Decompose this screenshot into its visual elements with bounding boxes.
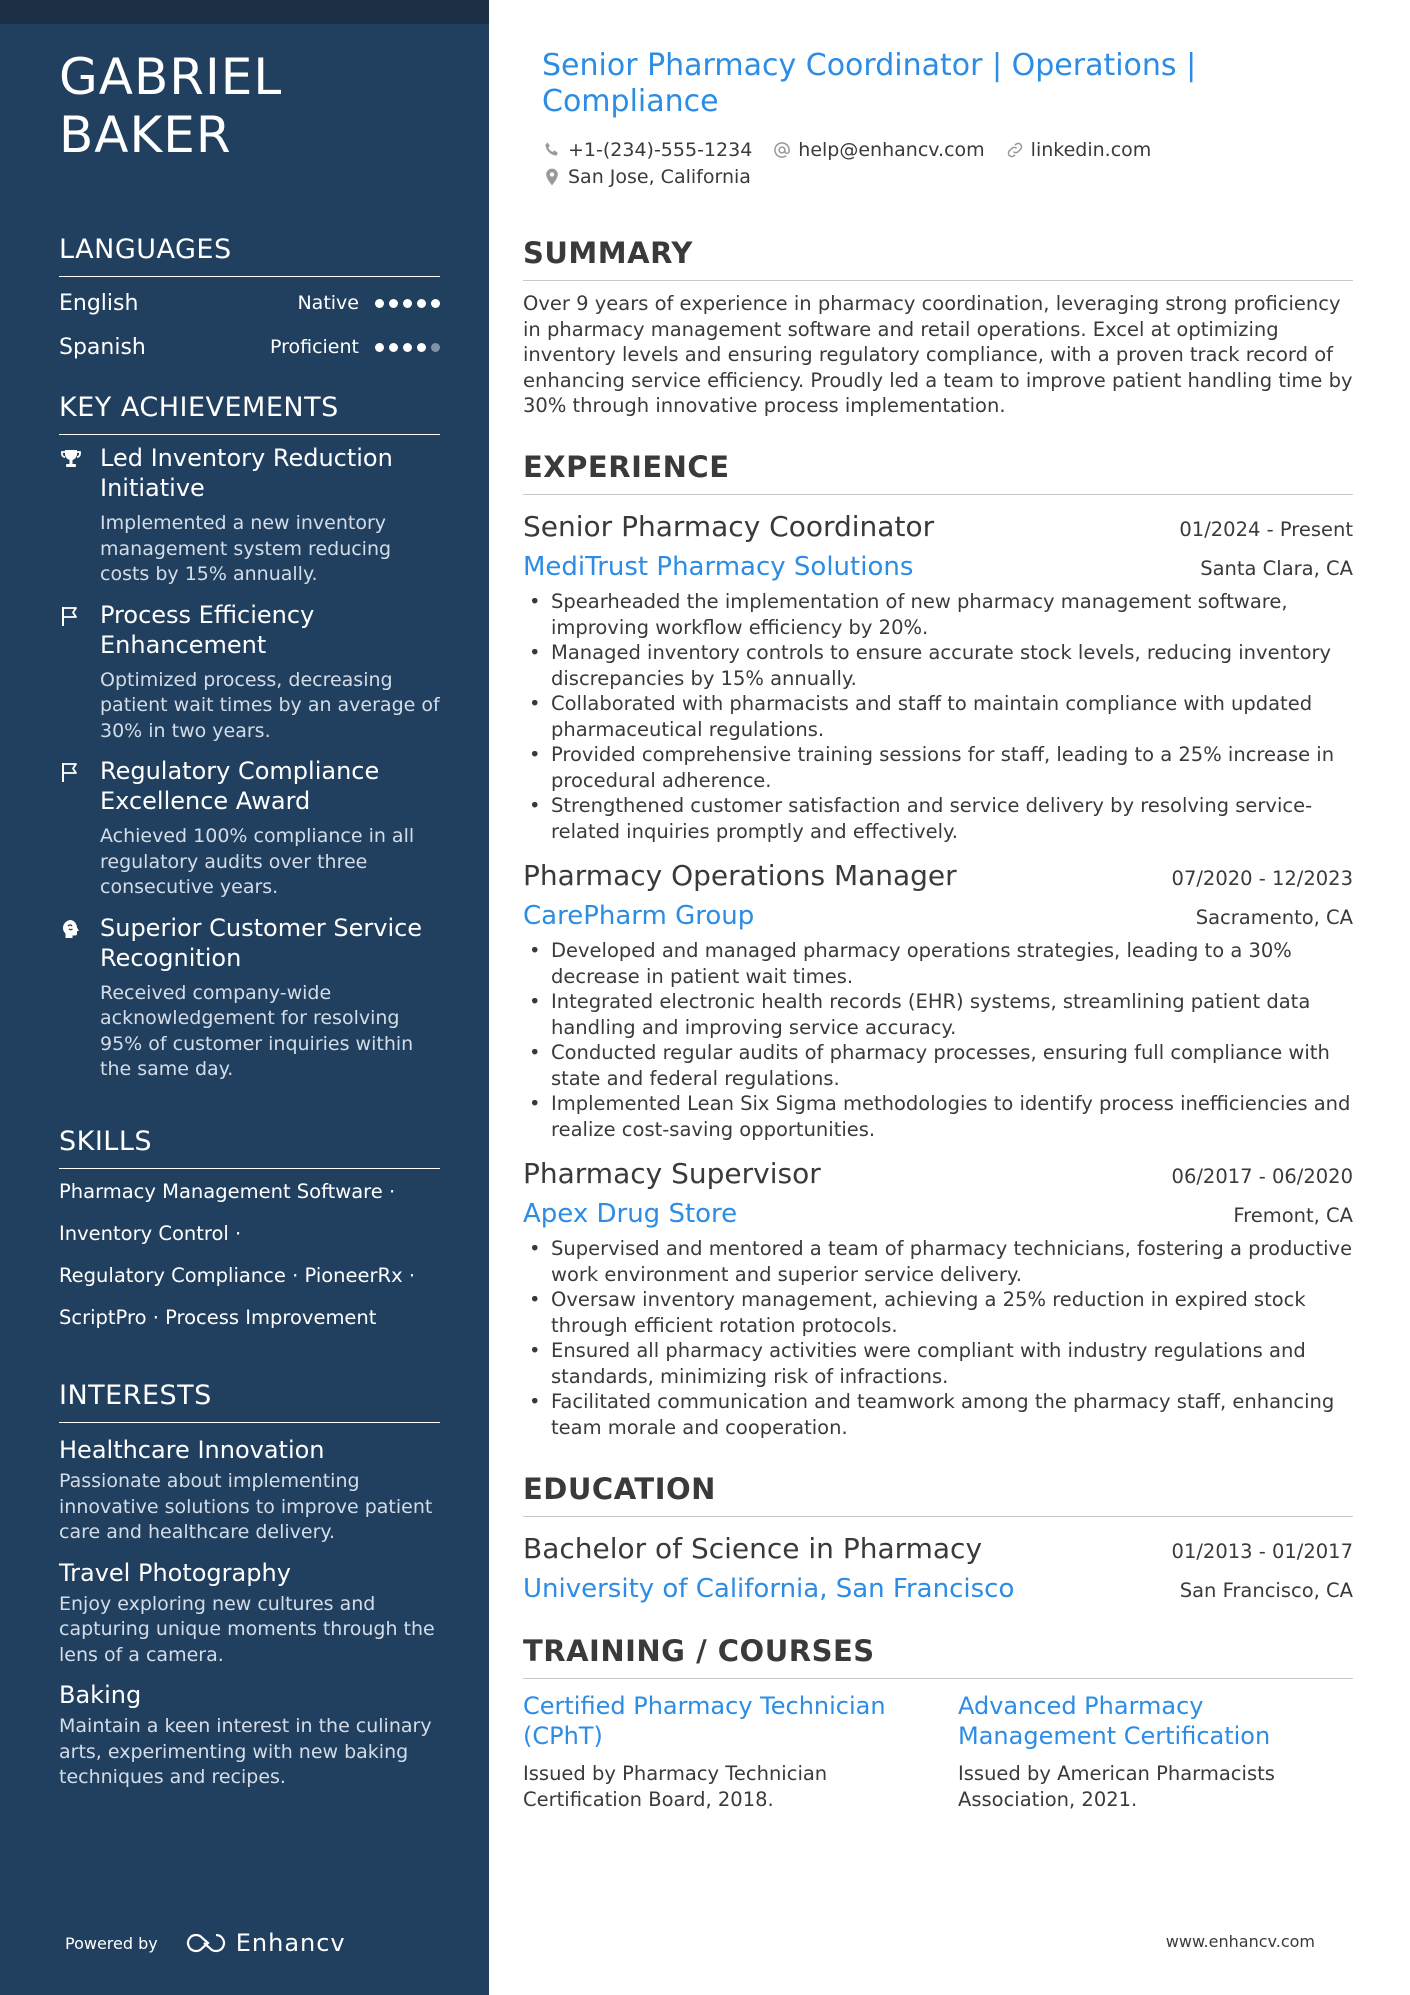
language-row (59, 281, 440, 325)
flag-icon (59, 760, 83, 784)
footer-url[interactable]: www.enhancv.com (1165, 1932, 1315, 1951)
job-bullet: • Strengthened customer satisfaction and service delivery by resolving service-related inquiries promptly and effectively. (523, 793, 1353, 844)
language-rating (375, 299, 440, 308)
achievement-desc: Implemented a new inventory management system reducing costs by 15% annually. (100, 512, 392, 585)
rating-dot (403, 343, 412, 352)
skill-line: Inventory Control · (59, 1222, 242, 1245)
achievement-desc: Received company-wide acknowledgement for resolving 95% of customer inquiries within the same day. (100, 981, 414, 1080)
job-title: Senior Pharmacy Coordinator (523, 510, 935, 543)
course-item (523, 1691, 918, 1812)
summary-section (523, 234, 1353, 419)
job-bullet: • Implemented Lean Six Sigma methodologies to identify process inefficiencies and realize cost-saving opportunities. (523, 1091, 1353, 1142)
rating-dot (417, 343, 426, 352)
phone-text: +1-(234)-555-1234 (568, 138, 753, 161)
main-content (523, 0, 1353, 1995)
skills-section (59, 1124, 440, 1339)
rating-dot (431, 299, 440, 308)
powered-by-label: Powered by (65, 1933, 158, 1953)
job-title: Pharmacy Operations Manager (523, 859, 957, 892)
interest-title: Travel Photography (59, 1558, 291, 1587)
skill-line: Regulatory Compliance · PioneerRx · (59, 1264, 416, 1287)
achievement-item (59, 913, 440, 1083)
summary-text: Over 9 years of experience in pharmacy coordination, leveraging strong proficiency in pharmacy management software and retail operations. Excel at optimizing inventory levels and ensuring regulatory compliance, with a proven track record of enhancing service efficiency. Proudly led a team to improve patient handling time by 30% through innovative process implementation. (523, 292, 1353, 417)
job-bullet: • Managed inventory controls to ensure accurate stock levels, reducing inventory discrepancies by 15% annually. (523, 640, 1353, 691)
job-bullet: • Conducted regular audits of pharmacy processes, ensuring full compliance with state and federal regulations. (523, 1040, 1353, 1091)
job-company: CarePharm Group (523, 901, 755, 931)
rating-dot (389, 343, 398, 352)
interest-title: Baking (59, 1681, 142, 1709)
at-icon (772, 140, 792, 160)
job-company: MediTrust Pharmacy Solutions (523, 552, 914, 582)
job-bullets (523, 1236, 1353, 1440)
achievement-title: Superior Customer Service Recognition (100, 913, 423, 972)
trophy-icon (59, 447, 83, 471)
degree: Bachelor of Science in Pharmacy (523, 1532, 983, 1565)
job-company: Apex Drug Store (523, 1199, 738, 1229)
interests-title: INTERESTS (59, 1378, 440, 1423)
headline: Senior Pharmacy Coordinator | Operations | Compliance (542, 48, 1197, 119)
job-entry (523, 1154, 1353, 1440)
powered-by (65, 1929, 346, 1957)
candidate-name (59, 48, 459, 164)
education-entry (523, 1529, 1353, 1607)
last-name: BAKER (59, 106, 232, 164)
rating-dot-empty (431, 343, 440, 352)
achievement-item (59, 443, 440, 588)
interest-desc: Maintain a keen interest in the culinary arts, experimenting with new baking techniques and recipes. (59, 1715, 432, 1788)
contact-location (542, 166, 751, 188)
language-level: Native (297, 292, 359, 314)
enhancv-logo[interactable] (184, 1929, 346, 1957)
interest-title: Healthcare Innovation (59, 1436, 325, 1464)
enhancv-logo-icon (184, 1932, 228, 1954)
job-bullet: • Ensured all pharmacy activities were compliant with industry regulations and standards, minimizing risk of infractions. (523, 1338, 1353, 1389)
language-row (59, 325, 440, 369)
language-level: Proficient (269, 336, 359, 358)
interest-item (59, 1433, 440, 1546)
course-title: Advanced Pharmacy Management Certification (958, 1692, 1271, 1750)
contact-info (542, 136, 1171, 190)
interest-desc: Passionate about implementing innovative solutions to improve patient care and healthcare delivery. (59, 1470, 433, 1543)
job-title: Pharmacy Supervisor (523, 1157, 821, 1190)
job-date: 06/2017 - 06/2020 (1171, 1165, 1353, 1188)
location-pin-icon (542, 167, 562, 187)
brain-icon (59, 917, 83, 941)
rating-dot (403, 299, 412, 308)
job-bullet: • Collaborated with pharmacists and staff to maintain compliance with updated pharmaceutical regulations. (523, 691, 1353, 742)
job-bullet: • Supervised and mentored a team of pharmacy technicians, fostering a productive work environment and superior service delivery. (523, 1236, 1353, 1287)
languages-title: LANGUAGES (59, 232, 440, 277)
language-name: Spanish (59, 334, 146, 360)
flag-icon (59, 604, 83, 628)
job-bullet: • Spearheaded the implementation of new pharmacy management software, improving workflow efficiency by 20%. (523, 589, 1353, 640)
language-rating (375, 343, 440, 352)
course-item (958, 1691, 1353, 1812)
achievement-item (59, 600, 440, 745)
education-section (523, 1470, 1353, 1607)
skill-line: ScriptPro · Process Improvement (59, 1306, 377, 1329)
phone-icon (542, 140, 562, 160)
training-section (523, 1632, 1353, 1812)
course-desc: Issued by Pharmacy Technician Certification Board, 2018. (523, 1762, 828, 1811)
education-location: San Francisco, CA (1179, 1579, 1353, 1602)
interest-desc: Enjoy exploring new cultures and capturing unique moments through the lens of a camera. (59, 1592, 435, 1666)
job-date: 01/2024 - Present (1179, 518, 1353, 541)
job-bullets (523, 589, 1353, 844)
location-text: San Jose, California (568, 165, 751, 188)
job-location: Sacramento, CA (1195, 906, 1353, 929)
job-bullet: • Integrated electronic health records (EHR) systems, streamlining patient data handling and improving service accuracy. (523, 989, 1353, 1040)
job-bullets (523, 938, 1353, 1142)
language-name: English (59, 290, 139, 316)
job-bullet: • Provided comprehensive training sessions for staff, leading to a 25% increase in procedural adherence. (523, 742, 1353, 793)
contact-email[interactable] (772, 139, 984, 161)
sidebar (0, 0, 489, 1995)
achievement-desc: Optimized process, decreasing patient wait times by an average of 30% in two years. (100, 668, 440, 742)
achievement-title: Regulatory Compliance Excellence Award (100, 757, 380, 815)
rating-dot (375, 299, 384, 308)
contact-phone[interactable] (542, 139, 752, 161)
job-location: Santa Clara, CA (1200, 557, 1353, 580)
rating-dot (375, 343, 384, 352)
experience-title: EXPERIENCE (523, 448, 1353, 495)
rating-dot (389, 299, 398, 308)
achievement-item (59, 756, 440, 901)
job-entry (523, 856, 1353, 1142)
job-entry (523, 507, 1353, 844)
education-date: 01/2013 - 01/2017 (1171, 1540, 1353, 1563)
experience-section (523, 448, 1353, 1440)
sidebar-top-strip (0, 0, 489, 24)
job-date: 07/2020 - 12/2023 (1171, 867, 1353, 890)
summary-title: SUMMARY (523, 234, 1353, 281)
job-bullet: • Developed and managed pharmacy operations strategies, leading to a 30% decrease in patient wait times. (523, 938, 1353, 989)
contact-linkedin[interactable] (1005, 139, 1152, 161)
interest-item (59, 1678, 440, 1791)
education-title: EDUCATION (523, 1470, 1353, 1517)
interests-section (59, 1378, 440, 1791)
job-bullet: • Facilitated communication and teamwork among the pharmacy staff, enhancing team morale and cooperation. (523, 1389, 1353, 1440)
interest-item (59, 1556, 440, 1669)
languages-section (59, 232, 440, 369)
first-name: GABRIEL (59, 48, 283, 106)
skill-line: Pharmacy Management Software · (59, 1180, 396, 1203)
achievement-title: Led Inventory Reduction Initiative (100, 444, 393, 502)
achievement-title: Process Efficiency Enhancement (100, 600, 315, 659)
job-bullet: • Oversaw inventory management, achieving a 25% reduction in expired stock through efficient rotation protocols. (523, 1287, 1353, 1338)
training-title: TRAINING / COURSES (523, 1632, 1353, 1679)
course-title: Certified Pharmacy Technician (CPhT) (523, 1692, 886, 1750)
course-desc: Issued by American Pharmacists Association, 2021. (958, 1762, 1275, 1811)
achievement-desc: Achieved 100% compliance in all regulatory audits over three consecutive years. (100, 825, 415, 898)
achievements-title: KEY ACHIEVEMENTS (59, 390, 440, 435)
achievements-section (59, 390, 440, 1083)
rating-dot (417, 299, 426, 308)
skills-title: SKILLS (59, 1124, 440, 1169)
link-icon (1005, 140, 1025, 160)
linkedin-text: linkedin.com (1030, 138, 1152, 161)
school: University of California, San Francisco (523, 1574, 1015, 1604)
email-text: help@enhancv.com (798, 138, 985, 161)
job-location: Fremont, CA (1233, 1204, 1353, 1227)
enhancv-brand: Enhancv (235, 1929, 346, 1957)
